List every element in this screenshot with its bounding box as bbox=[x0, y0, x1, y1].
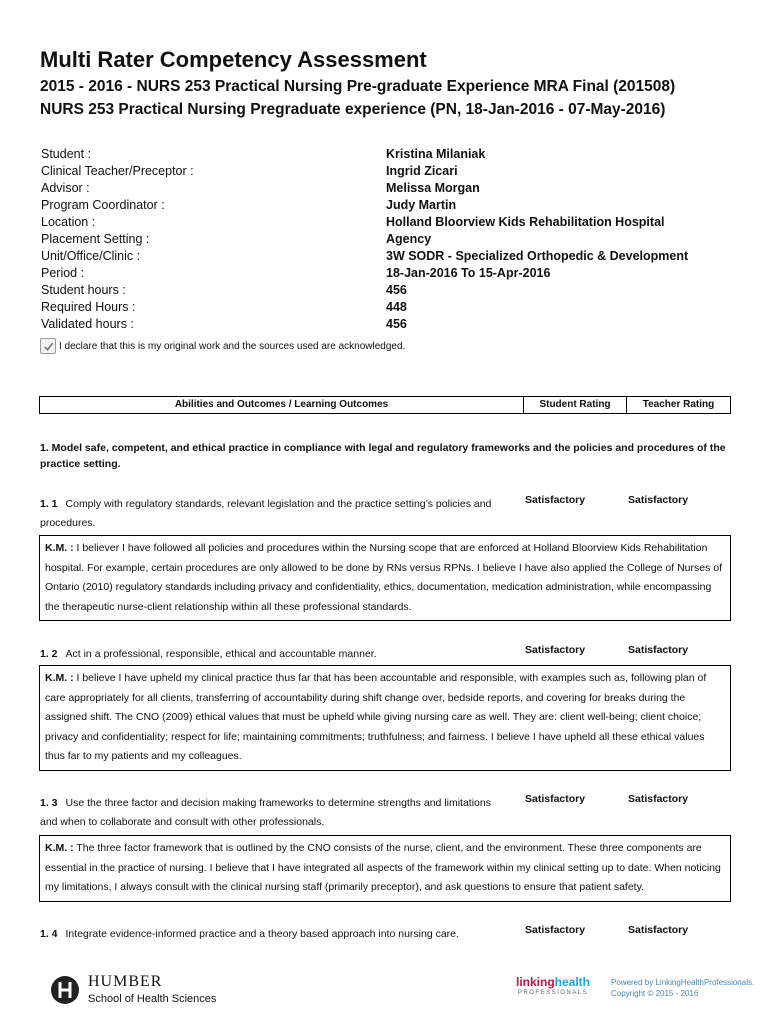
lh-word-health: health bbox=[554, 975, 591, 989]
info-label: Unit/Office/Clinic : bbox=[41, 249, 141, 263]
comment-author: K.M. : bbox=[45, 842, 74, 854]
placement-subtitle: NURS 253 Practical Nursing Pregraduate experience (PN, 18-Jan-2016 - 07-May-2016) bbox=[40, 101, 666, 118]
info-value: 456 bbox=[386, 283, 407, 297]
info-label: Required Hours : bbox=[41, 300, 136, 314]
declaration-text: I declare that this is my original work and the sources used are acknowledged. bbox=[59, 340, 406, 352]
column-header-student-rating: Student Rating bbox=[524, 397, 627, 413]
outcome-text: Act in a professional, responsible, ethical and accountable manner. bbox=[65, 648, 377, 660]
comment-text: The three factor framework that is outlined by the CNO consists of the nurse, client, and the environment. These three components are essential in the practice of nursing. I believe that I have integrated all aspects of the framework within my clinical setting up to date. When noticing my limitations, I always consult with the clinical nursing staff (primarily preceptor), and ask questions to ensure that patient safety. bbox=[45, 842, 721, 893]
info-row-teacher bbox=[41, 163, 731, 180]
outcome-text: Comply with regulatory standards, relevant legislation and the practice setting’s policies and procedures. bbox=[40, 498, 492, 529]
info-value: 456 bbox=[386, 317, 407, 331]
info-row-validated-hours bbox=[41, 316, 731, 333]
info-value: 18-Jan-2016 To 15-Apr-2016 bbox=[386, 266, 551, 280]
info-value: Holland Bloorview Kids Rehabilitation Hospital bbox=[386, 215, 665, 229]
outcome-number: 1. 1 bbox=[40, 498, 58, 510]
copyright-text: Copyright © 2015 - 2016 bbox=[611, 989, 699, 998]
section-heading: 1. Model safe, competent, and ethical practice in compliance with legal and regulatory frameworks and the policies and procedures of the practice setting. bbox=[40, 442, 726, 470]
outcome-number: 1. 2 bbox=[40, 648, 58, 660]
outcome-text: Use the three factor and decision making frameworks to determine strengths and limitations and when to collaborate and consult with other professionals. bbox=[40, 797, 491, 828]
info-row-student bbox=[41, 146, 731, 163]
teacher-rating: Satisfactory bbox=[628, 644, 689, 656]
outcome-comment bbox=[39, 665, 731, 771]
outcome-1-3 bbox=[40, 794, 510, 832]
student-info-block bbox=[41, 146, 731, 333]
comment-author: K.M. : bbox=[45, 672, 74, 684]
info-label: Student : bbox=[41, 147, 92, 161]
outcome-comment bbox=[39, 535, 731, 621]
info-value: 3W SODR - Specialized Orthopedic & Development bbox=[386, 249, 689, 263]
outcome-number: 1. 3 bbox=[40, 797, 58, 809]
info-row-placement bbox=[41, 231, 731, 248]
declaration-checkbox[interactable] bbox=[40, 338, 56, 354]
teacher-rating: Satisfactory bbox=[628, 924, 689, 936]
lh-word-linking: linking bbox=[516, 975, 555, 989]
info-label: Program Coordinator : bbox=[41, 198, 165, 212]
check-icon bbox=[43, 341, 54, 352]
outcome-1-2 bbox=[40, 645, 510, 664]
info-row-student-hours bbox=[41, 282, 731, 299]
info-row-unit bbox=[41, 248, 731, 265]
outcome-text: Integrate evidence-informed practice and a theory based approach into nursing care. bbox=[65, 928, 459, 940]
info-value: 448 bbox=[386, 300, 407, 314]
teacher-rating: Satisfactory bbox=[628, 494, 689, 506]
humber-name: HUMBER bbox=[88, 973, 163, 990]
info-value: Agency bbox=[386, 232, 432, 246]
humber-logo bbox=[50, 973, 216, 1007]
info-row-location bbox=[41, 214, 731, 231]
info-value: Judy Martin bbox=[386, 198, 457, 212]
info-row-period bbox=[41, 265, 731, 282]
humber-h-icon bbox=[50, 975, 80, 1005]
info-label: Clinical Teacher/Preceptor : bbox=[41, 164, 194, 178]
student-rating: Satisfactory bbox=[525, 793, 586, 805]
info-value: Kristina Milaniak bbox=[386, 147, 486, 161]
outcome-number: 1. 4 bbox=[40, 928, 58, 940]
student-rating: Satisfactory bbox=[525, 494, 586, 506]
info-row-advisor bbox=[41, 180, 731, 197]
powered-text: Powered by LinkingHealthProfessionals. bbox=[611, 978, 755, 987]
outcome-1-1 bbox=[40, 495, 510, 533]
student-rating: Satisfactory bbox=[525, 924, 586, 936]
outcome-comment bbox=[39, 835, 731, 902]
course-subtitle: 2015 - 2016 - NURS 253 Practical Nursing Pre-graduate Experience MRA Final (201508) bbox=[40, 78, 676, 95]
comment-text: I believe I have upheld my clinical practice thus far that has been accountable and responsible, with examples such as, following plan of care appropriately for all clients, transferring of accountability during shift change over, bedside reports, and covering for breaks during the assigned shift. The CNO (2009) ethical values that must be upheld while giving nursing care as well. They are: client well-being; client choice; privacy and confidentiality; respect for life; maintaining commitments; truthfulness; and fairness. I believe I have upheld all these ethical values thus far to my patients and my colleagues. bbox=[45, 672, 707, 762]
info-label: Advisor : bbox=[41, 181, 90, 195]
student-rating: Satisfactory bbox=[525, 644, 586, 656]
info-label: Validated hours : bbox=[41, 317, 134, 331]
outcomes-table-header bbox=[39, 396, 731, 414]
info-label: Placement Setting : bbox=[41, 232, 150, 246]
comment-author: K.M. : bbox=[45, 542, 74, 554]
powered-by bbox=[611, 977, 754, 999]
lh-subtitle: PROFESSIONALS bbox=[517, 990, 589, 996]
column-header-outcomes: Abilities and Outcomes / Learning Outcomes bbox=[40, 397, 524, 413]
info-label: Period : bbox=[41, 266, 85, 280]
column-header-teacher-rating: Teacher Rating bbox=[642, 399, 715, 410]
info-label: Student hours : bbox=[41, 283, 126, 297]
info-label: Location : bbox=[41, 215, 96, 229]
info-row-required-hours bbox=[41, 299, 731, 316]
info-value: Melissa Morgan bbox=[386, 181, 480, 195]
humber-school: School of Health Sciences bbox=[88, 993, 217, 1005]
declaration bbox=[40, 338, 405, 354]
teacher-rating: Satisfactory bbox=[628, 793, 689, 805]
info-value: Ingrid Zicari bbox=[386, 164, 458, 178]
linkinghealth-logo bbox=[516, 976, 590, 997]
info-row-coordinator bbox=[41, 197, 731, 214]
outcome-1-4 bbox=[40, 925, 510, 944]
page-title: Multi Rater Competency Assessment bbox=[40, 47, 427, 72]
comment-text: I believer I have followed all policies and procedures within the Nursing scope that are enforced at Holland Bloorview Kids Rehabilitation hospital. For example, certain procedures are only allowed to be done by RNs versus RPNs. I believe I have also applied the College of Nurses of Ontario (2010) regulatory standards including privacy and confidentiality, ethics, documentation, medication administration, while encompassing the therapeutic nurse-client relationship within all these professional standards. bbox=[45, 542, 723, 613]
